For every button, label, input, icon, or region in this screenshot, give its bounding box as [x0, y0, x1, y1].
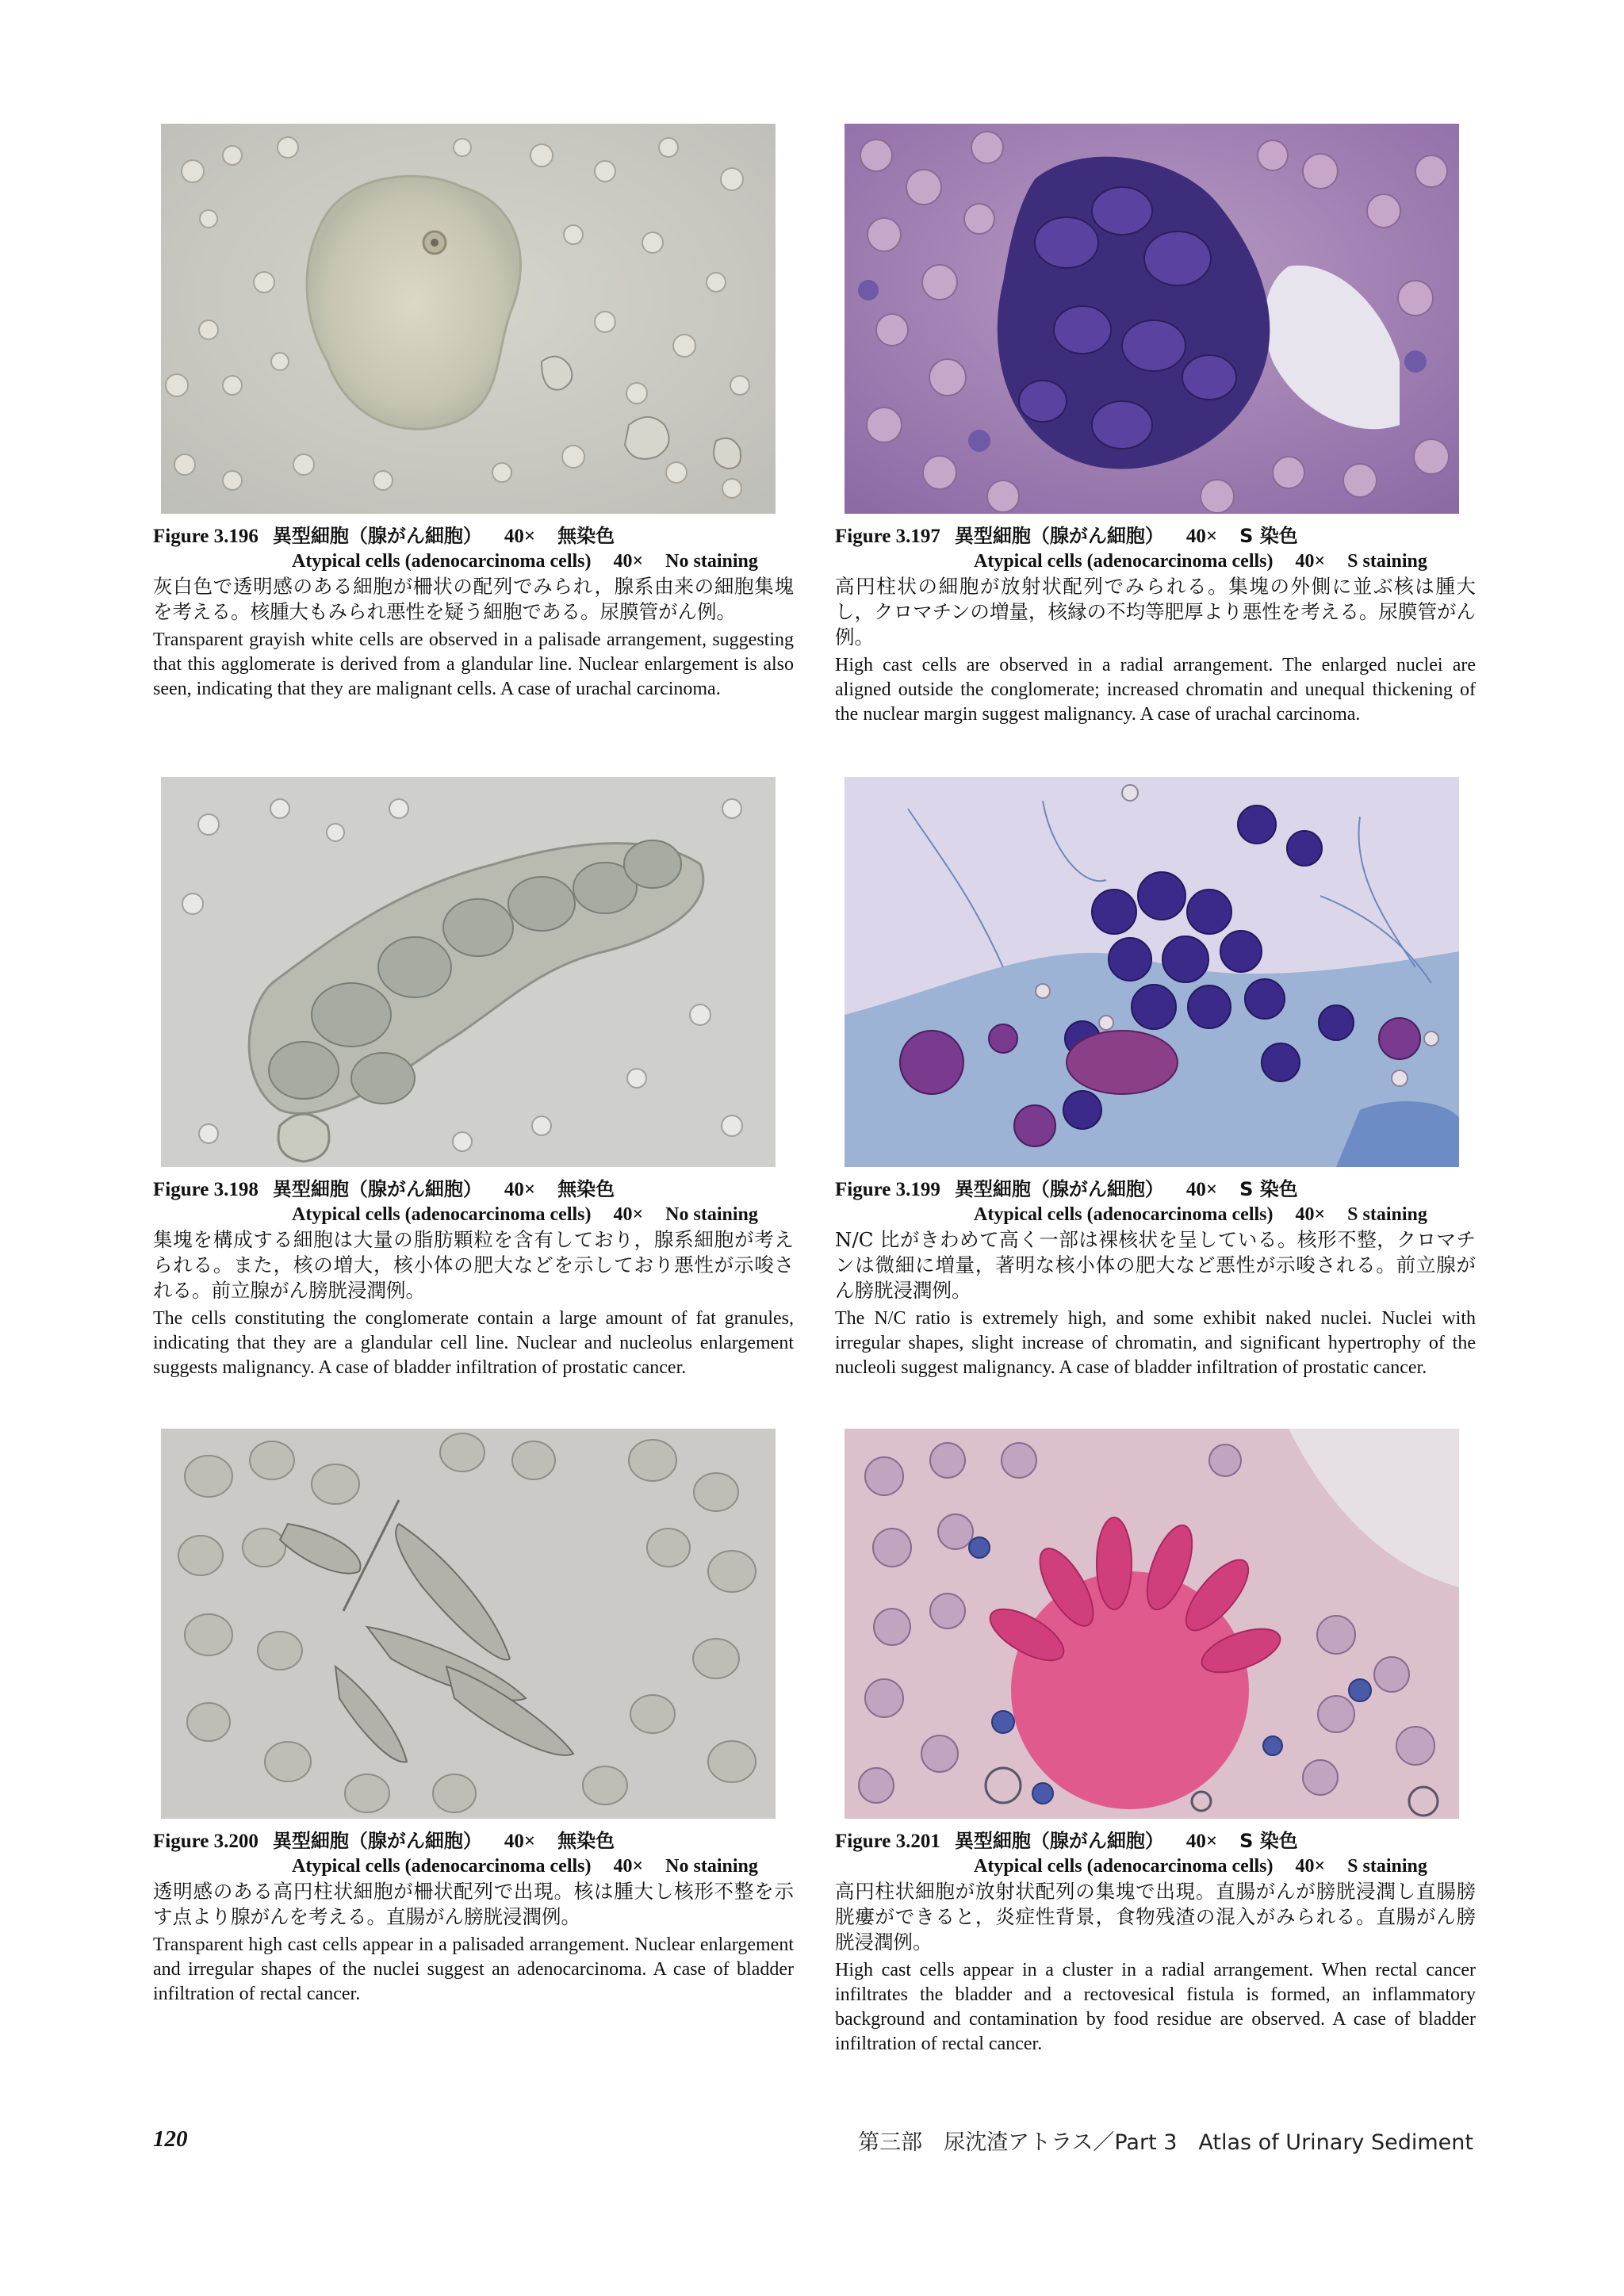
description-jp: 透明感のある高円柱状細胞が柵状配列で出現。核は腫大し核形不整を示す点より腺がんを考える。直腸がん膀胱浸潤例。	[153, 1880, 794, 1928]
stain-en: S staining	[1347, 1204, 1427, 1225]
figure-number: Figure 3.198	[153, 1179, 259, 1200]
magnification-en: 40×	[613, 551, 644, 572]
title-en: Atypical cells (adenocarcinoma cells)	[292, 551, 592, 572]
caption-heading	[153, 1177, 794, 1203]
stain-jp: S 染色	[1239, 1830, 1298, 1852]
caption-subheading	[153, 1854, 794, 1879]
figure-caption	[153, 1828, 794, 2007]
page-number: 120	[153, 2126, 188, 2152]
figure-caption	[153, 523, 794, 702]
micrograph-s-stain-radial-cluster	[845, 124, 1459, 514]
title-jp: 異型細胞（腺がん細胞）	[954, 1178, 1164, 1200]
title-en: Atypical cells (adenocarcinoma cells)	[292, 1204, 592, 1225]
magnification: 40×	[1185, 1831, 1218, 1852]
magnification: 40×	[1185, 1179, 1218, 1200]
description-en: Transparent grayish white cells are observed in a palisade arrangement, suggesting that this agglomerate is derived from a glandular line. Nuclear enlargement is also seen, indicating that they are malignant cells. A case of urachal carcinoma.	[153, 629, 794, 699]
title-jp: 異型細胞（腺がん細胞）	[272, 1178, 482, 1200]
description-en: High cast cells are observed in a radial arrangement. The enlarged nuclei are aligned outside the conglomerate; increased chromatin and unequal thickening of the nuclear margin suggest malignancy. A case of urachal carcinoma.	[835, 655, 1476, 725]
micrograph-s-stain-naked-nuclei	[845, 777, 1459, 1167]
caption-heading	[835, 1177, 1476, 1203]
description-en: Transparent high cast cells appear in a palisaded arrangement. Nuclear enlargement and irregular shapes of the nuclei suggest an adenocarcinoma. A case of bladder infiltration of rectal cancer.	[153, 1934, 794, 2004]
figure-caption	[835, 523, 1476, 727]
description-jp: 集塊を構成する細胞は大量の脂肪顆粒を含有しており，腺系細胞が考えられる。また，核の増大，核小体の肥大などを示しており悪性が示唆される。前立腺がん膀胱浸潤例。	[153, 1228, 794, 1302]
stain-jp: S 染色	[1239, 1178, 1298, 1200]
magnification: 40×	[504, 1179, 536, 1200]
micrograph-unstained-cluster	[161, 124, 776, 514]
figure-caption	[835, 1828, 1476, 2057]
running-title: 第三部 尿沈渣アトラス／Part 3 Atlas of Urinary Sediment	[858, 2130, 1473, 2155]
magnification-en: 40×	[1295, 551, 1326, 572]
description-jp: 高円柱状の細胞が放射状配列でみられる。集塊の外側に並ぶ核は腫大し，クロマチンの増量，核縁の不均等肥厚より悪性を考える。尿膜管がん例。	[835, 575, 1476, 649]
figure-number: Figure 3.196	[153, 526, 259, 547]
micrograph-unstained-fat-granules	[161, 777, 776, 1167]
title-jp: 異型細胞（腺がん細胞）	[272, 1830, 482, 1852]
caption-subheading	[153, 1203, 794, 1227]
stain-jp: 無染色	[557, 525, 615, 547]
title-jp: 異型細胞（腺がん細胞）	[954, 525, 1164, 547]
magnification: 40×	[504, 526, 536, 547]
description-en: High cast cells appear in a cluster in a radial arrangement. When rectal cancer infiltrates the bladder and a rectovesical fistula is formed, an inflammatory background and contamination by food residue are observed. A case of bladder infiltration of rectal cancer.	[835, 1960, 1476, 2054]
title-en: Atypical cells (adenocarcinoma cells)	[974, 551, 1274, 572]
caption-subheading	[835, 1203, 1476, 1227]
title-en: Atypical cells (adenocarcinoma cells)	[974, 1204, 1274, 1225]
figure-number: Figure 3.199	[835, 1179, 940, 1200]
title-en: Atypical cells (adenocarcinoma cells)	[974, 1856, 1274, 1877]
stain-en: No staining	[665, 551, 758, 572]
caption-heading	[153, 1828, 794, 1854]
description-jp: 灰白色で透明感のある細胞が柵状の配列でみられ，腺系由来の細胞集塊を考える。核腫大もみられ悪性を疑う細胞である。尿膜管がん例。	[153, 575, 794, 623]
stain-en: No staining	[665, 1204, 758, 1225]
magnification-en: 40×	[613, 1856, 644, 1877]
magnification-en: 40×	[613, 1204, 644, 1225]
magnification: 40×	[1185, 526, 1218, 547]
caption-heading	[153, 523, 794, 549]
stain-en: No staining	[665, 1856, 758, 1877]
figure-caption	[835, 1177, 1476, 1380]
figure-number: Figure 3.201	[835, 1831, 940, 1852]
description-jp: 高円柱状細胞が放射状配列の集塊で出現。直腸がんが膀胱浸潤し直腸膀胱瘻ができると，炎症性背景，食物残渣の混入がみられる。直腸がん膀胱浸潤例。	[835, 1880, 1476, 1954]
magnification-en: 40×	[1295, 1856, 1326, 1877]
magnification: 40×	[504, 1831, 536, 1852]
figure-caption	[153, 1177, 794, 1380]
figure-number: Figure 3.200	[153, 1831, 259, 1852]
stain-en: S staining	[1347, 1856, 1427, 1877]
micrograph-unstained-palisade	[161, 1429, 776, 1819]
caption-heading	[835, 1828, 1476, 1854]
caption-subheading	[153, 549, 794, 574]
description-en: The N/C ratio is extremely high, and some exhibit naked nuclei. Nuclei with irregular shapes, slight increase of chromatin, and significant hypertrophy of the nucleoli suggest malignancy. A case of bladder infiltration of prostatic cancer.	[835, 1308, 1476, 1378]
title-en: Atypical cells (adenocarcinoma cells)	[292, 1856, 592, 1877]
stain-jp: S 染色	[1239, 525, 1298, 547]
description-en: The cells constituting the conglomerate contain a large amount of fat granules, indicating that they are a glandular cell line. Nuclear and nucleolus enlargement suggests malignancy. A case of bladder infiltration of prostatic cancer.	[153, 1308, 794, 1378]
stain-en: S staining	[1347, 551, 1427, 572]
caption-subheading	[835, 1854, 1476, 1879]
caption-heading	[835, 523, 1476, 549]
figure-number: Figure 3.197	[835, 526, 940, 547]
description-jp: N/C 比がきわめて高く一部は裸核状を呈している。核形不整，クロマチンは微細に増量，著明な核小体の肥大など悪性が示唆される。前立腺がん膀胱浸潤例。	[835, 1228, 1476, 1302]
title-jp: 異型細胞（腺がん細胞）	[954, 1830, 1164, 1852]
magnification-en: 40×	[1295, 1204, 1326, 1225]
stain-jp: 無染色	[557, 1178, 615, 1200]
stain-jp: 無染色	[557, 1830, 615, 1852]
caption-subheading	[835, 549, 1476, 574]
title-jp: 異型細胞（腺がん細胞）	[272, 525, 482, 547]
micrograph-s-stain-radial-rectal	[845, 1429, 1459, 1819]
